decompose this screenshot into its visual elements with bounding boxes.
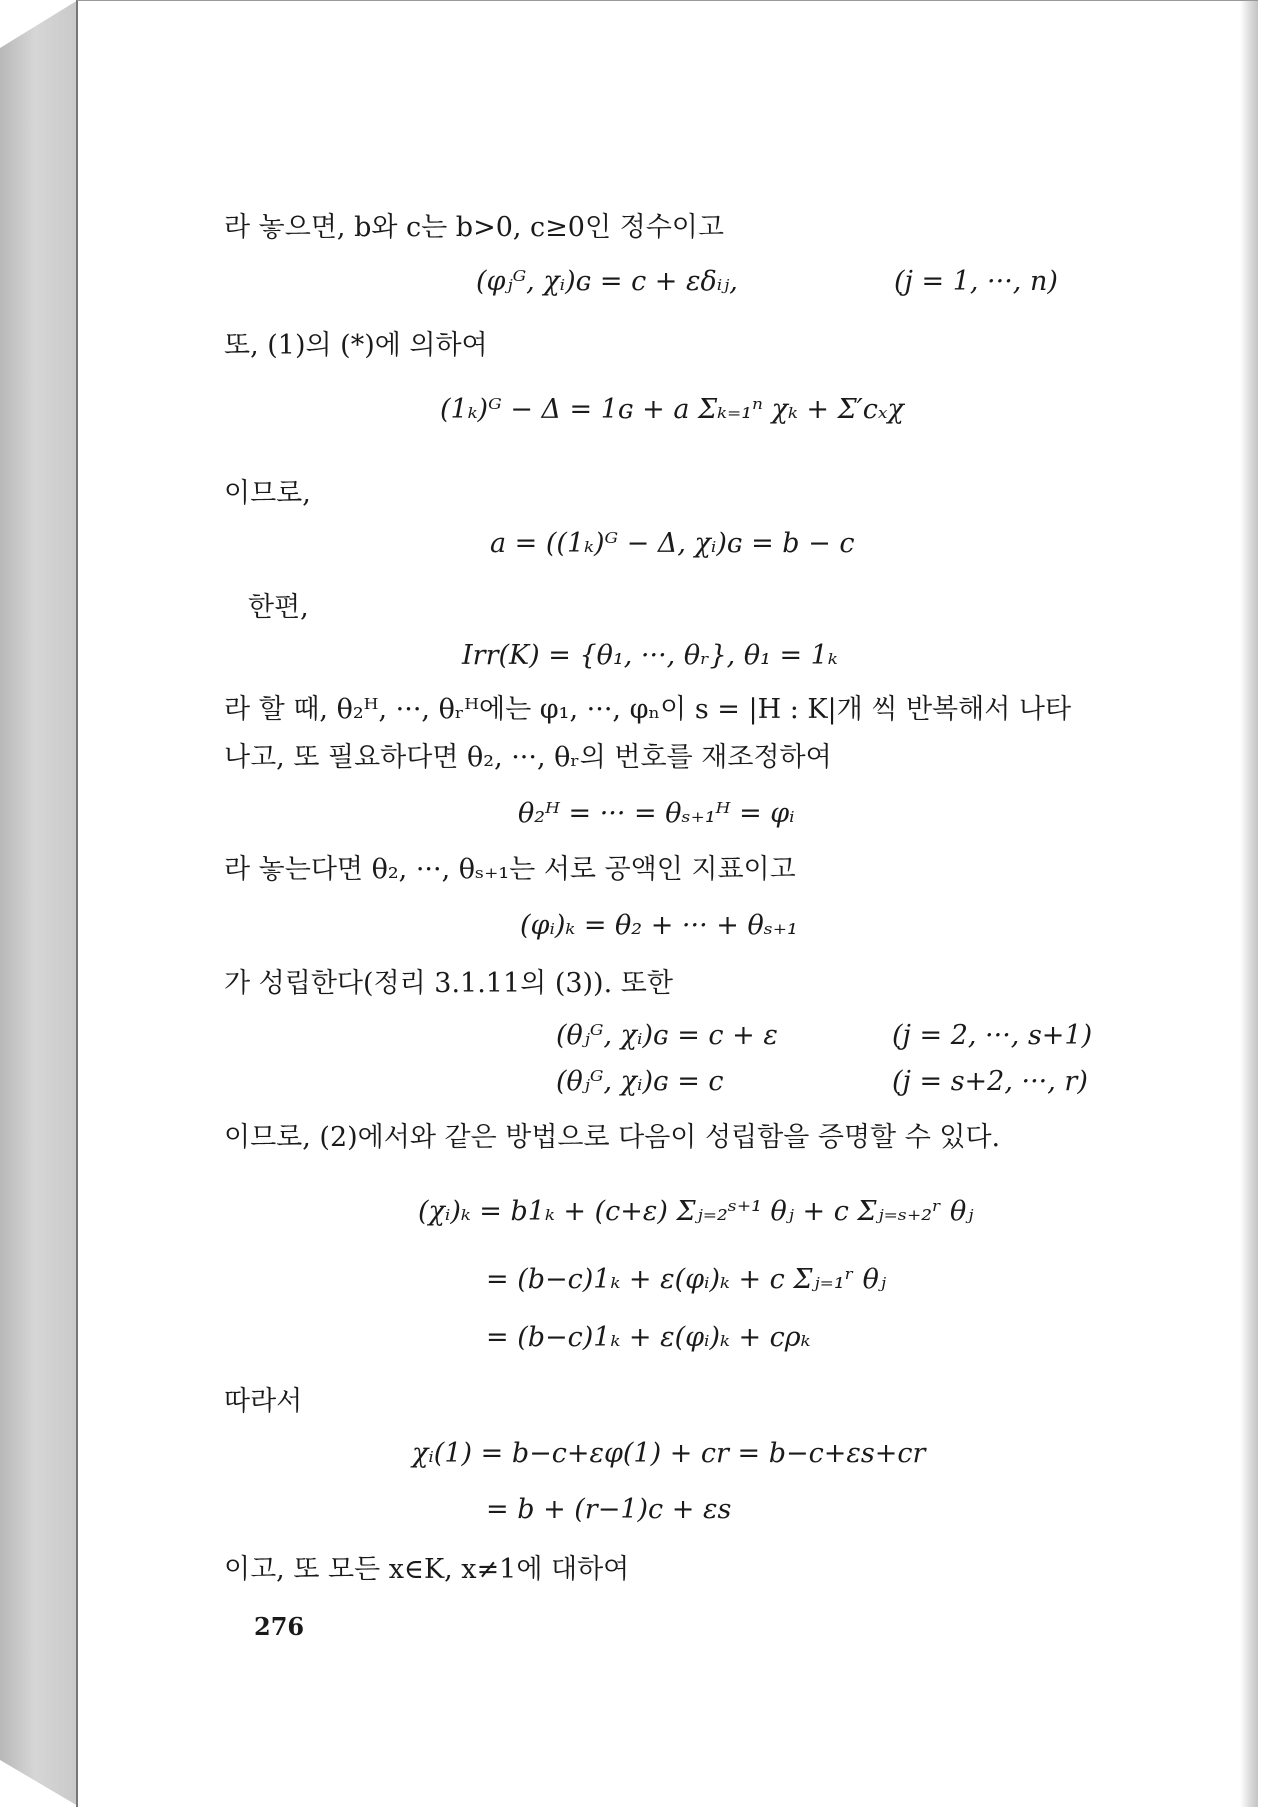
equation-1-condition: (j = 1, ···, n) xyxy=(894,266,1058,297)
equation-4: Irr(K) = {θ₁, ···, θᵣ}, θ₁ = 1ₖ xyxy=(462,640,838,671)
equation-7: (θⱼᴳ, χᵢ)ɢ = c + ε xyxy=(556,1020,778,1051)
equation-6: (φᵢ)ₖ = θ₂ + ··· + θₛ₊₁ xyxy=(520,910,798,941)
text-line-1: 라 놓으면, b와 c는 b>0, c≥0인 정수이고 xyxy=(224,212,724,243)
text-line-7: 라 놓는다면 θ₂, ···, θₛ₊₁는 서로 공액인 지표이고 xyxy=(224,854,796,885)
text-line-10: 따라서 xyxy=(224,1386,303,1417)
equation-1: (φⱼᴳ, χᵢ)ɢ = c + εδᵢⱼ, xyxy=(476,266,738,297)
text-line-8: 가 성립한다(정리 3.1.11의 (3)). 또한 xyxy=(224,968,673,999)
equation-3: a = ((1ₖ)ᴳ − Δ, χᵢ)ɢ = b − c xyxy=(490,528,855,559)
page-edge-shadow xyxy=(1240,1,1258,1807)
equation-9: (χᵢ)ₖ = b1ₖ + (c+ε) Σⱼ₌₂ˢ⁺¹ θⱼ + c Σⱼ₌ₛ₊₂ʳ θⱼ xyxy=(418,1196,974,1227)
text-line-3: 이므로, xyxy=(224,478,311,509)
text-line-6: 나고, 또 필요하다면 θ₂, ···, θᵣ의 번호를 재조정하여 xyxy=(224,742,832,773)
equation-8-condition: (j = s+2, ···, r) xyxy=(892,1066,1088,1097)
text-line-2: 또, (1)의 (*)에 의하여 xyxy=(224,330,488,361)
equation-13: = b + (r−1)c + εs xyxy=(486,1494,732,1525)
equation-8: (θⱼᴳ, χᵢ)ɢ = c xyxy=(556,1066,724,1097)
equation-7-condition: (j = 2, ···, s+1) xyxy=(892,1020,1093,1051)
equation-2: (1ₖ)ᴳ − Δ = 1ɢ + a Σₖ₌₁ⁿ χₖ + Σ′cₓχ xyxy=(440,394,904,425)
text-line-11: 이고, 또 모든 x∈K, x≠1에 대하여 xyxy=(224,1554,630,1585)
equation-11: = (b−c)1ₖ + ε(φᵢ)ₖ + cρₖ xyxy=(486,1322,811,1353)
text-line-4: 한편, xyxy=(248,592,309,623)
page-number: 276 xyxy=(254,1612,305,1641)
equation-10: = (b−c)1ₖ + ε(φᵢ)ₖ + c Σⱼ₌₁ʳ θⱼ xyxy=(486,1264,886,1295)
equation-5: θ₂ᴴ = ··· = θₛ₊₁ᴴ = φᵢ xyxy=(518,798,795,829)
equation-12: χᵢ(1) = b−c+εφ(1) + cr = b−c+εs+cr xyxy=(412,1438,926,1469)
text-line-5: 라 할 때, θ₂ᴴ, ···, θᵣᴴ에는 φ₁, ···, φₙ이 s = |H : K|개 씩 반복해서 나타 xyxy=(224,694,1072,725)
text-line-9: 이므로, (2)에서와 같은 방법으로 다음이 성립함을 증명할 수 있다. xyxy=(224,1122,1001,1153)
book-spine xyxy=(0,0,78,1806)
